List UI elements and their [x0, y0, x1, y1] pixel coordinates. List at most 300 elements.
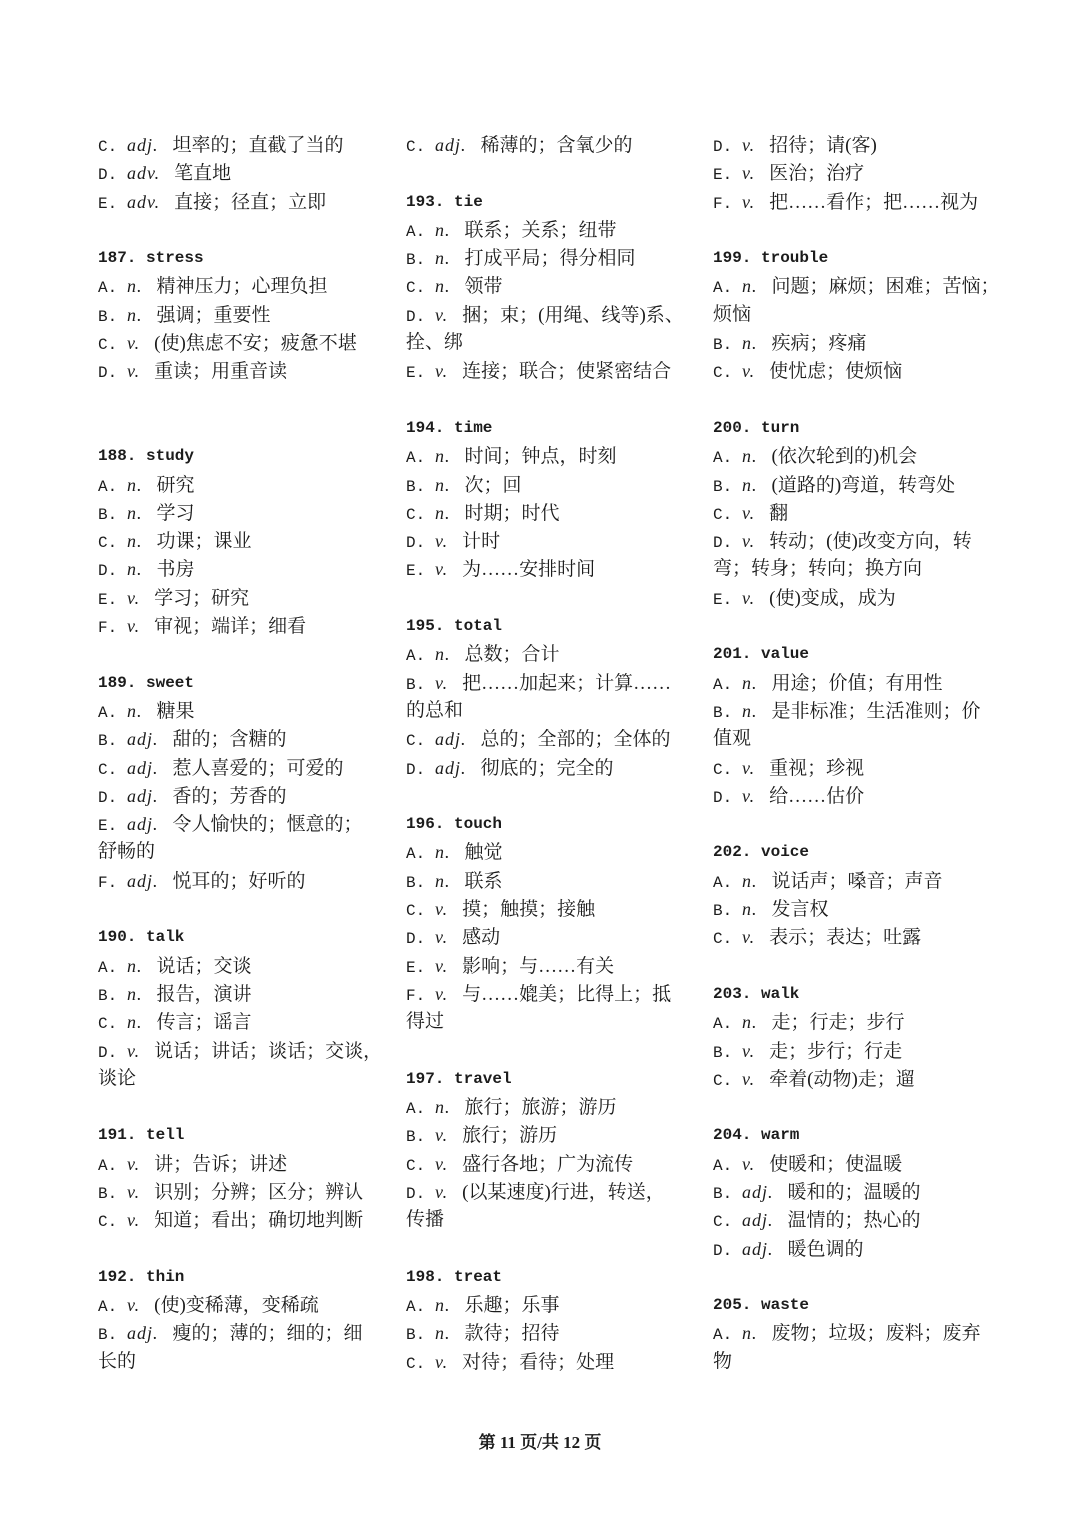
- part-of-speech: n.: [742, 899, 758, 920]
- part-of-speech: v.: [435, 559, 449, 580]
- sense-letter: F.: [406, 986, 426, 1005]
- sense-definition: 直接；径直；立即: [174, 191, 327, 213]
- entry: [98, 442, 388, 640]
- part-of-speech: adj.: [742, 1238, 774, 1259]
- sense: [98, 1150, 388, 1178]
- entry-word: walk: [761, 984, 800, 1003]
- sense-letter: D.: [713, 138, 733, 156]
- sense-letter: A.: [98, 958, 118, 977]
- entry: [713, 980, 1003, 1093]
- part-of-speech: v.: [127, 616, 141, 637]
- sense-definition: 暖色调的: [787, 1238, 864, 1260]
- part-of-speech: n.: [127, 474, 143, 495]
- column-middle: [406, 131, 696, 1376]
- part-of-speech: v.: [742, 191, 756, 212]
- headword: [713, 244, 1003, 272]
- sense-definition: 精神压力；心理负担: [156, 276, 328, 298]
- sense: [98, 555, 388, 583]
- sense: [406, 725, 696, 753]
- part-of-speech: v.: [435, 983, 449, 1004]
- sense-definition: 暖和的；温暖的: [787, 1181, 921, 1203]
- sense-definition: 坦率的；直截了当的: [172, 135, 344, 156]
- part-of-speech: n.: [127, 983, 143, 1004]
- sense-letter: D.: [406, 534, 426, 553]
- part-of-speech: adj.: [435, 757, 467, 778]
- sense-definition-continued: 谈论: [98, 1067, 137, 1089]
- sense-letter: C.: [98, 336, 118, 355]
- sense-letter: B.: [406, 251, 426, 270]
- sense: [406, 867, 696, 895]
- sense-letter: E.: [98, 194, 118, 213]
- part-of-speech: v.: [435, 1351, 449, 1372]
- sense-letter: A.: [713, 279, 733, 298]
- continued-entry: [98, 131, 388, 216]
- sense-letter: E.: [406, 364, 426, 383]
- sense: [406, 357, 696, 385]
- sense-definition: 乐趣；乐事: [464, 1295, 560, 1317]
- sense: [406, 555, 696, 583]
- sense: [713, 895, 1003, 923]
- part-of-speech: n.: [435, 248, 451, 269]
- sense-definition: 甜的；含糖的: [172, 729, 287, 751]
- sense-definition: 温情的；热心的: [787, 1210, 921, 1232]
- sense-definition: 总的；全部的；全体的: [480, 729, 671, 751]
- sense-definition: 牵着(动物)走；遛: [769, 1068, 915, 1090]
- part-of-speech: n.: [435, 842, 451, 863]
- sense-letter: B.: [98, 986, 118, 1005]
- part-of-speech: adj.: [127, 135, 159, 155]
- entry-word: study: [146, 447, 195, 466]
- part-of-speech: v.: [435, 361, 449, 382]
- entry-word: warm: [761, 1126, 800, 1145]
- sense: [713, 499, 1003, 527]
- sense-definition-continued: 得过: [406, 1011, 445, 1033]
- part-of-speech: adj.: [742, 1181, 774, 1202]
- part-of-speech: adj.: [127, 785, 159, 806]
- sense: [98, 357, 388, 385]
- sense-definition: 表示；表达；吐露: [769, 927, 922, 949]
- sense: [406, 1178, 696, 1206]
- sense-letter: E.: [406, 562, 426, 581]
- sense-definition: 废物；垃圾；废料；废弃: [771, 1323, 981, 1345]
- sense-letter: C.: [406, 138, 426, 156]
- sense: [713, 329, 1003, 357]
- sense: [406, 895, 696, 923]
- sense: [406, 640, 696, 668]
- part-of-speech: v.: [742, 502, 756, 523]
- sense: [98, 527, 388, 555]
- headword: [406, 612, 696, 640]
- sense-definition: 对待；看待；处理: [462, 1351, 615, 1373]
- sense-definition: 学习: [156, 502, 195, 524]
- entry-word: voice: [761, 843, 810, 862]
- part-of-speech: v.: [742, 361, 756, 382]
- sense-letter: C.: [98, 1015, 118, 1034]
- part-of-speech: v.: [127, 587, 141, 608]
- entry-number: 191.: [98, 1126, 137, 1145]
- sense: [406, 1093, 696, 1121]
- part-of-speech: v.: [435, 1181, 449, 1202]
- sense-definition: 与……媲美；比得上；抵: [462, 983, 672, 1005]
- sense: [98, 272, 388, 300]
- sense: [406, 272, 696, 300]
- sense-definition-continued: 的总和: [406, 699, 464, 721]
- entry-number: 187.: [98, 249, 137, 268]
- sense-letter: B.: [713, 1043, 733, 1062]
- sense-letter: A.: [98, 477, 118, 496]
- sense-letter: C.: [406, 279, 426, 298]
- sense-definition: 用途；价值；有用性: [771, 672, 943, 694]
- part-of-speech: adj.: [742, 1210, 774, 1231]
- sense-definition: 笔直地: [174, 163, 232, 185]
- sense-letter: C.: [713, 364, 733, 383]
- entry-number: 192.: [98, 1267, 137, 1286]
- part-of-speech: n.: [435, 446, 451, 467]
- sense-definition: 令人愉快的；惬意的；: [172, 814, 363, 836]
- entry-number: 194.: [406, 418, 445, 437]
- sense: [713, 867, 1003, 895]
- sense: [713, 131, 1003, 159]
- sense-definition: 研究: [156, 474, 195, 496]
- sense-definition: 知道；看出；确切地判断: [154, 1210, 364, 1232]
- part-of-speech: n.: [435, 502, 451, 523]
- sense-definition: 是非标准；生活准则；价: [771, 700, 981, 722]
- part-of-speech: n.: [127, 502, 143, 523]
- headword: [406, 414, 696, 442]
- sense-letter: A.: [406, 1100, 426, 1119]
- headword: [713, 980, 1003, 1008]
- sense-definition: 使忧虑；使烦恼: [769, 361, 903, 383]
- entry-word: value: [761, 645, 810, 664]
- sense: [406, 527, 696, 555]
- sense-letter: C.: [713, 930, 733, 949]
- sense-definition: 香的；芳香的: [172, 785, 287, 807]
- headword: [713, 1121, 1003, 1149]
- part-of-speech: v.: [742, 785, 756, 806]
- sense: [98, 1008, 388, 1036]
- part-of-speech: v.: [742, 163, 756, 184]
- sense: [713, 527, 1003, 555]
- column-left: [98, 131, 388, 1376]
- entry-word: thin: [146, 1267, 185, 1286]
- continued-entry: [406, 131, 696, 159]
- part-of-speech: v.: [742, 587, 756, 608]
- sense: [713, 697, 1003, 725]
- sense-letter: C.: [406, 902, 426, 921]
- sense-definition: 把……看作；把……视为: [769, 191, 979, 213]
- sense-letter: D.: [98, 166, 118, 185]
- sense-definition: 盛行各地；广为流传: [462, 1153, 634, 1175]
- sense-definition: 讲；告诉；讲述: [154, 1153, 288, 1175]
- sense-definition: 问题；麻烦；困难；苦恼；: [771, 276, 1000, 298]
- sense-definition: 糖果: [156, 700, 195, 722]
- sense: [98, 612, 388, 640]
- part-of-speech: adj.: [127, 870, 159, 891]
- sense-definition: 联系: [464, 870, 503, 892]
- entry-number: 205.: [713, 1296, 752, 1315]
- entry-word: turn: [761, 418, 800, 437]
- sense-letter: C.: [406, 732, 426, 751]
- sense-definition: 重视；珍视: [769, 757, 865, 779]
- entry: [406, 414, 696, 584]
- sense-letter: D.: [406, 930, 426, 949]
- sense-letter: A.: [713, 675, 733, 694]
- sense-definition-continued: 值观: [713, 728, 752, 750]
- sense-letter: C.: [98, 760, 118, 779]
- entry-word: trouble: [761, 249, 829, 268]
- sense-definition: 打成平局；得分相同: [464, 248, 636, 270]
- entry: [713, 244, 1003, 385]
- sense: [406, 1348, 696, 1376]
- entry-number: 199.: [713, 249, 752, 268]
- sense-definition: (依次轮到的)机会: [771, 446, 918, 468]
- headword: [406, 1263, 696, 1291]
- sense-letter: E.: [713, 166, 733, 185]
- sense-definition: 发言权: [771, 899, 829, 921]
- sense-letter: A.: [713, 1156, 733, 1175]
- sense: [406, 923, 696, 951]
- sense: [98, 980, 388, 1008]
- part-of-speech: n.: [127, 559, 143, 580]
- sense-definition: 走；行走；步行: [771, 1012, 905, 1034]
- part-of-speech: n.: [742, 700, 758, 721]
- sense: [98, 1291, 388, 1319]
- part-of-speech: n.: [435, 474, 451, 495]
- sense-letter: A.: [713, 1326, 733, 1345]
- entry: [713, 838, 1003, 951]
- sense-definition: 总数；合计: [464, 644, 560, 666]
- part-of-speech: v.: [742, 1040, 756, 1061]
- sense: [406, 499, 696, 527]
- sense-letter: D.: [98, 788, 118, 807]
- sense-definition: 捆；束；(用绳、线等)系、: [462, 304, 684, 326]
- entry-word: waste: [761, 1296, 810, 1315]
- sense-definition: 书房: [156, 559, 195, 581]
- sense-definition: 疾病；疼痛: [771, 333, 867, 355]
- part-of-speech: v.: [742, 927, 756, 948]
- sense-letter: C.: [406, 1354, 426, 1373]
- part-of-speech: n.: [435, 1323, 451, 1344]
- sense-definition-continued: 传播: [406, 1209, 445, 1231]
- entry-number: 193.: [406, 192, 445, 211]
- sense-definition-continued: 舒畅的: [98, 841, 156, 863]
- entry-word: sweet: [146, 673, 195, 692]
- part-of-speech: n.: [742, 446, 758, 467]
- sense-letter: A.: [406, 845, 426, 864]
- part-of-speech: v.: [127, 1153, 141, 1174]
- entry-number: 201.: [713, 645, 752, 664]
- part-of-speech: n.: [742, 1323, 758, 1344]
- sense: [406, 442, 696, 470]
- sense: [713, 669, 1003, 697]
- part-of-speech: adj.: [435, 135, 467, 155]
- part-of-speech: v.: [127, 361, 141, 382]
- sense-letter: A.: [98, 703, 118, 722]
- sense-definition: 转动；(使)改变方向，转: [769, 531, 972, 553]
- sense-letter: B.: [98, 505, 118, 524]
- sense-definition: 旅行；游历: [462, 1125, 558, 1147]
- entry-number: 196.: [406, 815, 445, 834]
- part-of-speech: v.: [742, 757, 756, 778]
- sense: [98, 1206, 388, 1234]
- sense-definition: 招待；请(客): [769, 135, 877, 156]
- sense-definition: 惹人喜爱的；可爱的: [172, 757, 344, 779]
- part-of-speech: v.: [742, 531, 756, 552]
- entry-number: 188.: [98, 447, 137, 466]
- entry-word: total: [454, 617, 503, 636]
- sense: [98, 329, 388, 357]
- sense: [406, 216, 696, 244]
- sense: [98, 782, 388, 810]
- part-of-speech: n.: [127, 531, 143, 552]
- sense: [713, 584, 1003, 612]
- part-of-speech: n.: [127, 276, 143, 297]
- sense-letter: A.: [406, 1298, 426, 1317]
- sense: [406, 244, 696, 272]
- sense: [98, 725, 388, 753]
- entry-number: 202.: [713, 843, 752, 862]
- part-of-speech: adv.: [127, 191, 161, 212]
- sense-letter: B.: [98, 1326, 118, 1345]
- part-of-speech: v.: [742, 135, 756, 155]
- sense-definition: 翻: [769, 502, 789, 524]
- sense-letter: D.: [713, 788, 733, 807]
- sense-definition-continued: 烦恼: [713, 303, 752, 325]
- sense-letter: B.: [406, 873, 426, 892]
- part-of-speech: n.: [435, 276, 451, 297]
- part-of-speech: v.: [127, 1181, 141, 1202]
- sense-letter: E.: [98, 817, 118, 836]
- sense-letter: B.: [713, 703, 733, 722]
- entry-number: 203.: [713, 984, 752, 1003]
- entry: [98, 669, 388, 895]
- entry-word: tell: [146, 1126, 185, 1145]
- sense: [713, 923, 1003, 951]
- sense: [713, 159, 1003, 187]
- part-of-speech: n.: [742, 1012, 758, 1033]
- sense-letter: D.: [406, 307, 426, 326]
- sense-letter: D.: [406, 1184, 426, 1203]
- sense-definition: 影响；与……有关: [462, 955, 615, 977]
- sense: [406, 838, 696, 866]
- sense-letter: B.: [98, 1184, 118, 1203]
- page-footer: 第 11 页/共 12 页: [478, 1433, 602, 1452]
- sense-definition-continued: 弯；转身；转向；换方向: [713, 558, 923, 580]
- sense-definition: (道路的)弯道，转弯处: [771, 474, 956, 496]
- sense: [406, 301, 696, 329]
- sense-definition: 重读；用重音读: [154, 361, 288, 383]
- sense-letter: B.: [98, 307, 118, 326]
- sense-letter: D.: [713, 534, 733, 553]
- sense-letter: B.: [406, 1326, 426, 1345]
- sense-definition: 领带: [464, 276, 503, 298]
- sense-letter: C.: [713, 760, 733, 779]
- sense-letter: A.: [406, 647, 426, 666]
- sense-definition: 彻底的；完全的: [480, 757, 614, 779]
- sense-definition: 审视；端详；细看: [154, 616, 307, 638]
- part-of-speech: v.: [127, 1040, 141, 1061]
- sense-letter: C.: [98, 534, 118, 553]
- sense-letter: F.: [98, 619, 118, 638]
- headword: [406, 188, 696, 216]
- sense: [713, 442, 1003, 470]
- entry-number: 197.: [406, 1069, 445, 1088]
- sense-definition: (使)变成，成为: [769, 587, 896, 609]
- part-of-speech: v.: [435, 1153, 449, 1174]
- sense-letter: A.: [98, 279, 118, 298]
- headword: [406, 810, 696, 838]
- sense-letter: C.: [713, 1071, 733, 1090]
- sense: [713, 1150, 1003, 1178]
- sense: [98, 471, 388, 499]
- sense-definition: 报告，演讲: [156, 983, 252, 1005]
- sense: [713, 754, 1003, 782]
- sense-definition: 传言；谣言: [156, 1012, 252, 1034]
- part-of-speech: n.: [127, 955, 143, 976]
- sense-letter: C.: [98, 1213, 118, 1232]
- sense-letter: A.: [98, 1298, 118, 1317]
- part-of-speech: adj.: [127, 757, 159, 778]
- sense-letter: B.: [713, 1184, 733, 1203]
- sense-definition: 瘦的；薄的；细的；细: [172, 1323, 363, 1345]
- sense-letter: B.: [406, 477, 426, 496]
- sense-letter: C.: [713, 1213, 733, 1232]
- headword: [406, 1065, 696, 1093]
- sense-definition: (以某速度)行进，转送，: [462, 1181, 665, 1203]
- headword: [713, 1291, 1003, 1319]
- sense-definition: 把……加起来；计算……: [462, 672, 672, 694]
- sense-definition: 走；步行；行走: [769, 1040, 903, 1062]
- entry: [406, 188, 696, 386]
- sense: [406, 1121, 696, 1149]
- sense: [98, 697, 388, 725]
- sense-letter: C.: [713, 505, 733, 524]
- sense-letter: C.: [98, 138, 118, 156]
- sense: [713, 782, 1003, 810]
- sense: [713, 1065, 1003, 1093]
- entry: [98, 244, 388, 385]
- sense: [713, 1319, 1003, 1347]
- sense-letter: D.: [98, 562, 118, 581]
- headword: [98, 1263, 388, 1291]
- part-of-speech: v.: [435, 672, 449, 693]
- sense-definition: 时间；钟点，时刻: [464, 446, 617, 468]
- sense: [98, 499, 388, 527]
- part-of-speech: adv.: [127, 163, 161, 184]
- sense: [713, 1008, 1003, 1036]
- part-of-speech: v.: [435, 899, 449, 920]
- entry: [406, 612, 696, 782]
- part-of-speech: v.: [435, 1125, 449, 1146]
- part-of-speech: n.: [435, 870, 451, 891]
- sense-definition-continued: 长的: [98, 1350, 137, 1372]
- entry-word: tie: [454, 192, 483, 211]
- sense: [406, 131, 696, 159]
- entry-number: 198.: [406, 1267, 445, 1286]
- sense-definition: 强调；重要性: [156, 304, 271, 326]
- sense-definition: 稀薄的；含氧少的: [480, 135, 633, 156]
- sense-definition: 旅行；旅游；游历: [464, 1097, 617, 1119]
- entry-word: treat: [454, 1267, 503, 1286]
- sense-letter: B.: [98, 732, 118, 751]
- entry-number: 195.: [406, 617, 445, 636]
- sense: [406, 669, 696, 697]
- part-of-speech: adj.: [127, 1323, 159, 1344]
- column-right: [713, 131, 1003, 1376]
- continued-entry: [713, 131, 1003, 216]
- sense-letter: A.: [713, 873, 733, 892]
- sense-definition: 使暖和；使温暖: [769, 1153, 903, 1175]
